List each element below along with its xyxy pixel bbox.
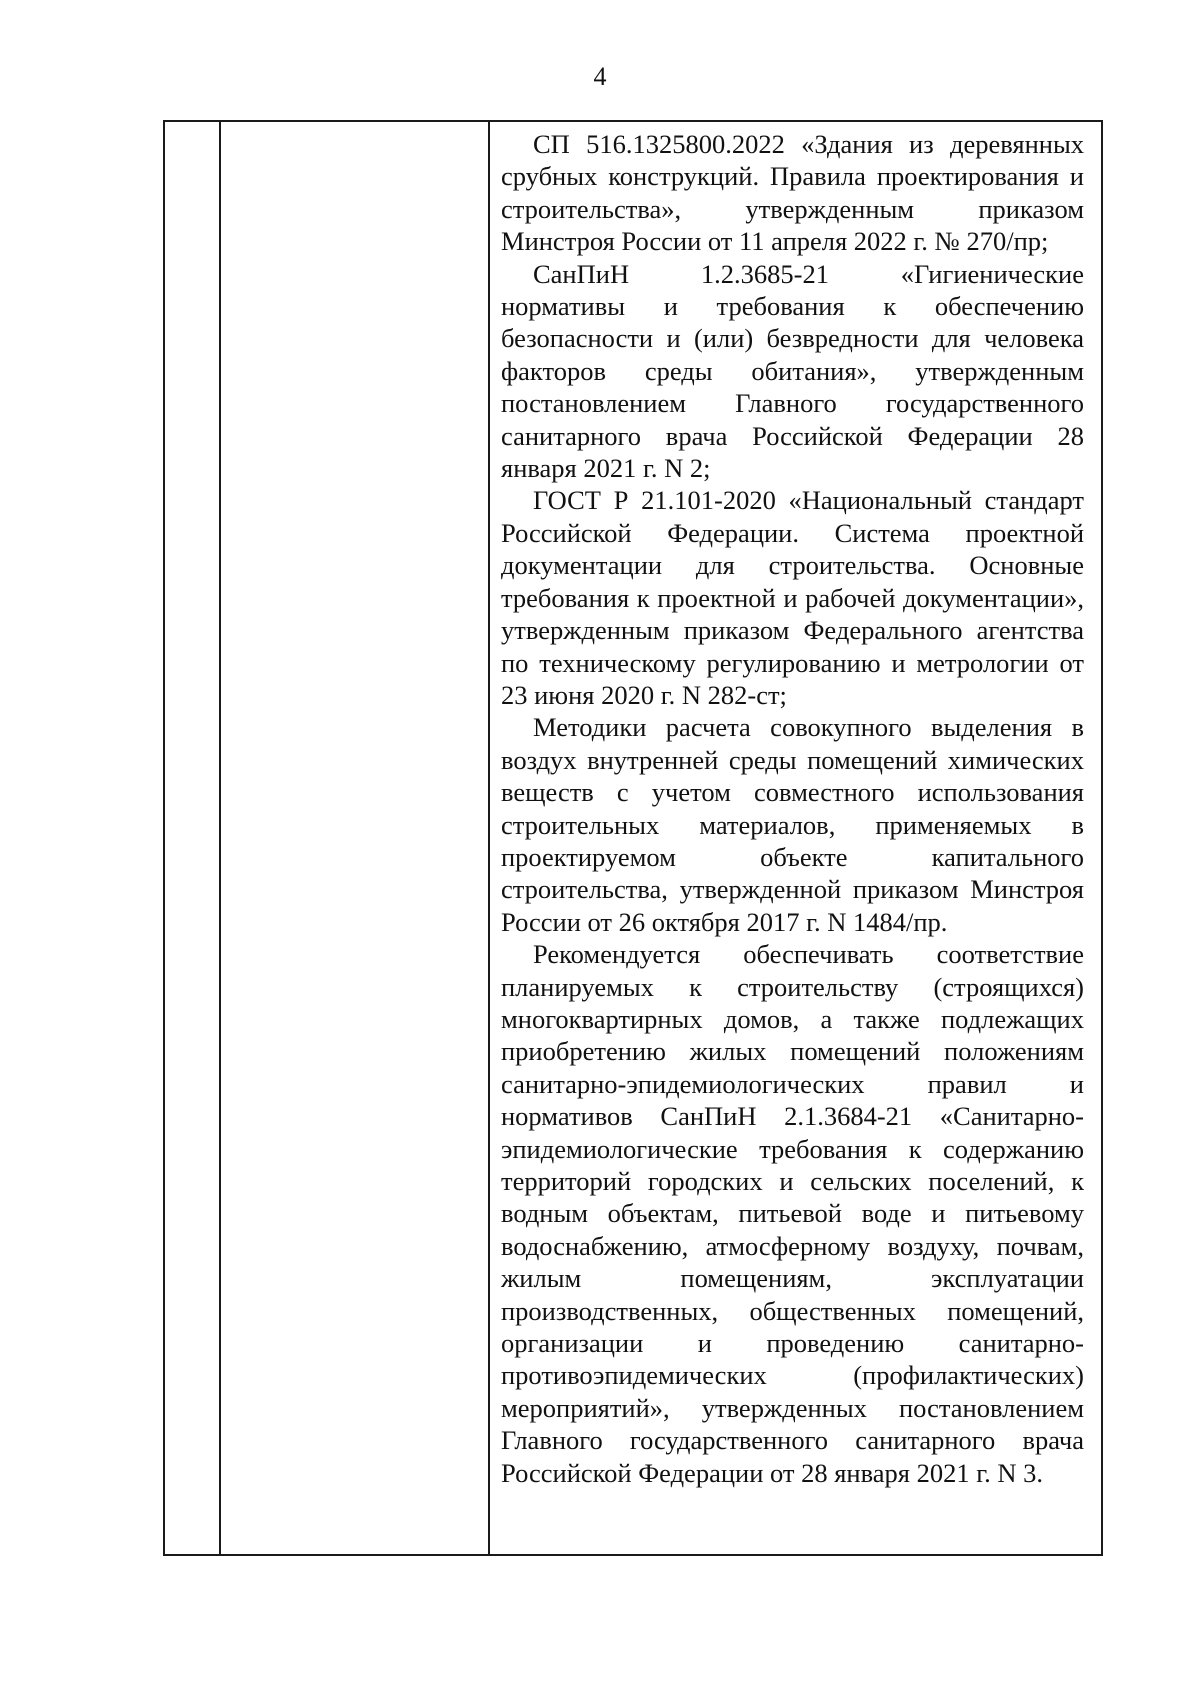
table-cell-index bbox=[164, 121, 220, 1555]
document-table bbox=[163, 120, 1103, 1556]
paragraph: СП 516.1325800.2022 «Здания из деревянных срубных конструкций. Правила проектирования и строительства», утвержденным приказом Минстроя России от 11 апреля 2022 г. № 270/пр; bbox=[501, 129, 1084, 257]
paragraph: Рекомендуется обеспечивать соответствие планируемых к строительству (строящихся) многоквартирных домов, а также подлежащих приобретению жилых помещений положениям санитарно-эпидемиологических правил и нормативов СанПиН 2.1.3684-21 «Санитарно-эпидемиологические требования к содержанию территорий городских и сельских поселений, к водным объектам, питьевой воде и питьевому водоснабжению, атмосферному воздуху, почвам, жилым помещениям, эксплуатации производственных, общественных помещений, организации и проведению санитарно-противоэпидемических (профилактических) мероприятий», утвержденных постановлением Главного государственного санитарного врача Российской Федерации от 28 января 2021 г. N 3. bbox=[501, 939, 1084, 1488]
cell-text-block bbox=[490, 122, 1101, 1489]
page-number: 4 bbox=[593, 62, 607, 91]
paragraph: ГОСТ Р 21.101-2020 «Национальный стандарт Российской Федерации. Система проектной документации для строительства. Основные требования к проектной и рабочей документации», утвержденным приказом Федерального агентства по техническому регулированию и метрологии от 23 июня 2020 г. N 282-ст; bbox=[501, 485, 1084, 710]
table-row bbox=[164, 121, 1102, 1555]
table-cell-name bbox=[220, 121, 489, 1555]
table-cell-content bbox=[489, 121, 1102, 1555]
paragraph: СанПиН 1.2.3685-21 «Гигиенические нормативы и требования к обеспечению безопасности и (или) безвредности для человека факторов среды обитания», утвержденным постановлением Главного государственного санитарного врача Российской Федерации 28 января 2021 г. N 2; bbox=[501, 258, 1084, 484]
paragraph: Методики расчета совокупного выделения в воздух внутренней среды помещений химических веществ с учетом совместного использования строительных материалов, применяемых в проектируемом объекте капитального строительства, утвержденной приказом Минстроя России от 26 октября 2017 г. N 1484/пр. bbox=[501, 712, 1084, 937]
